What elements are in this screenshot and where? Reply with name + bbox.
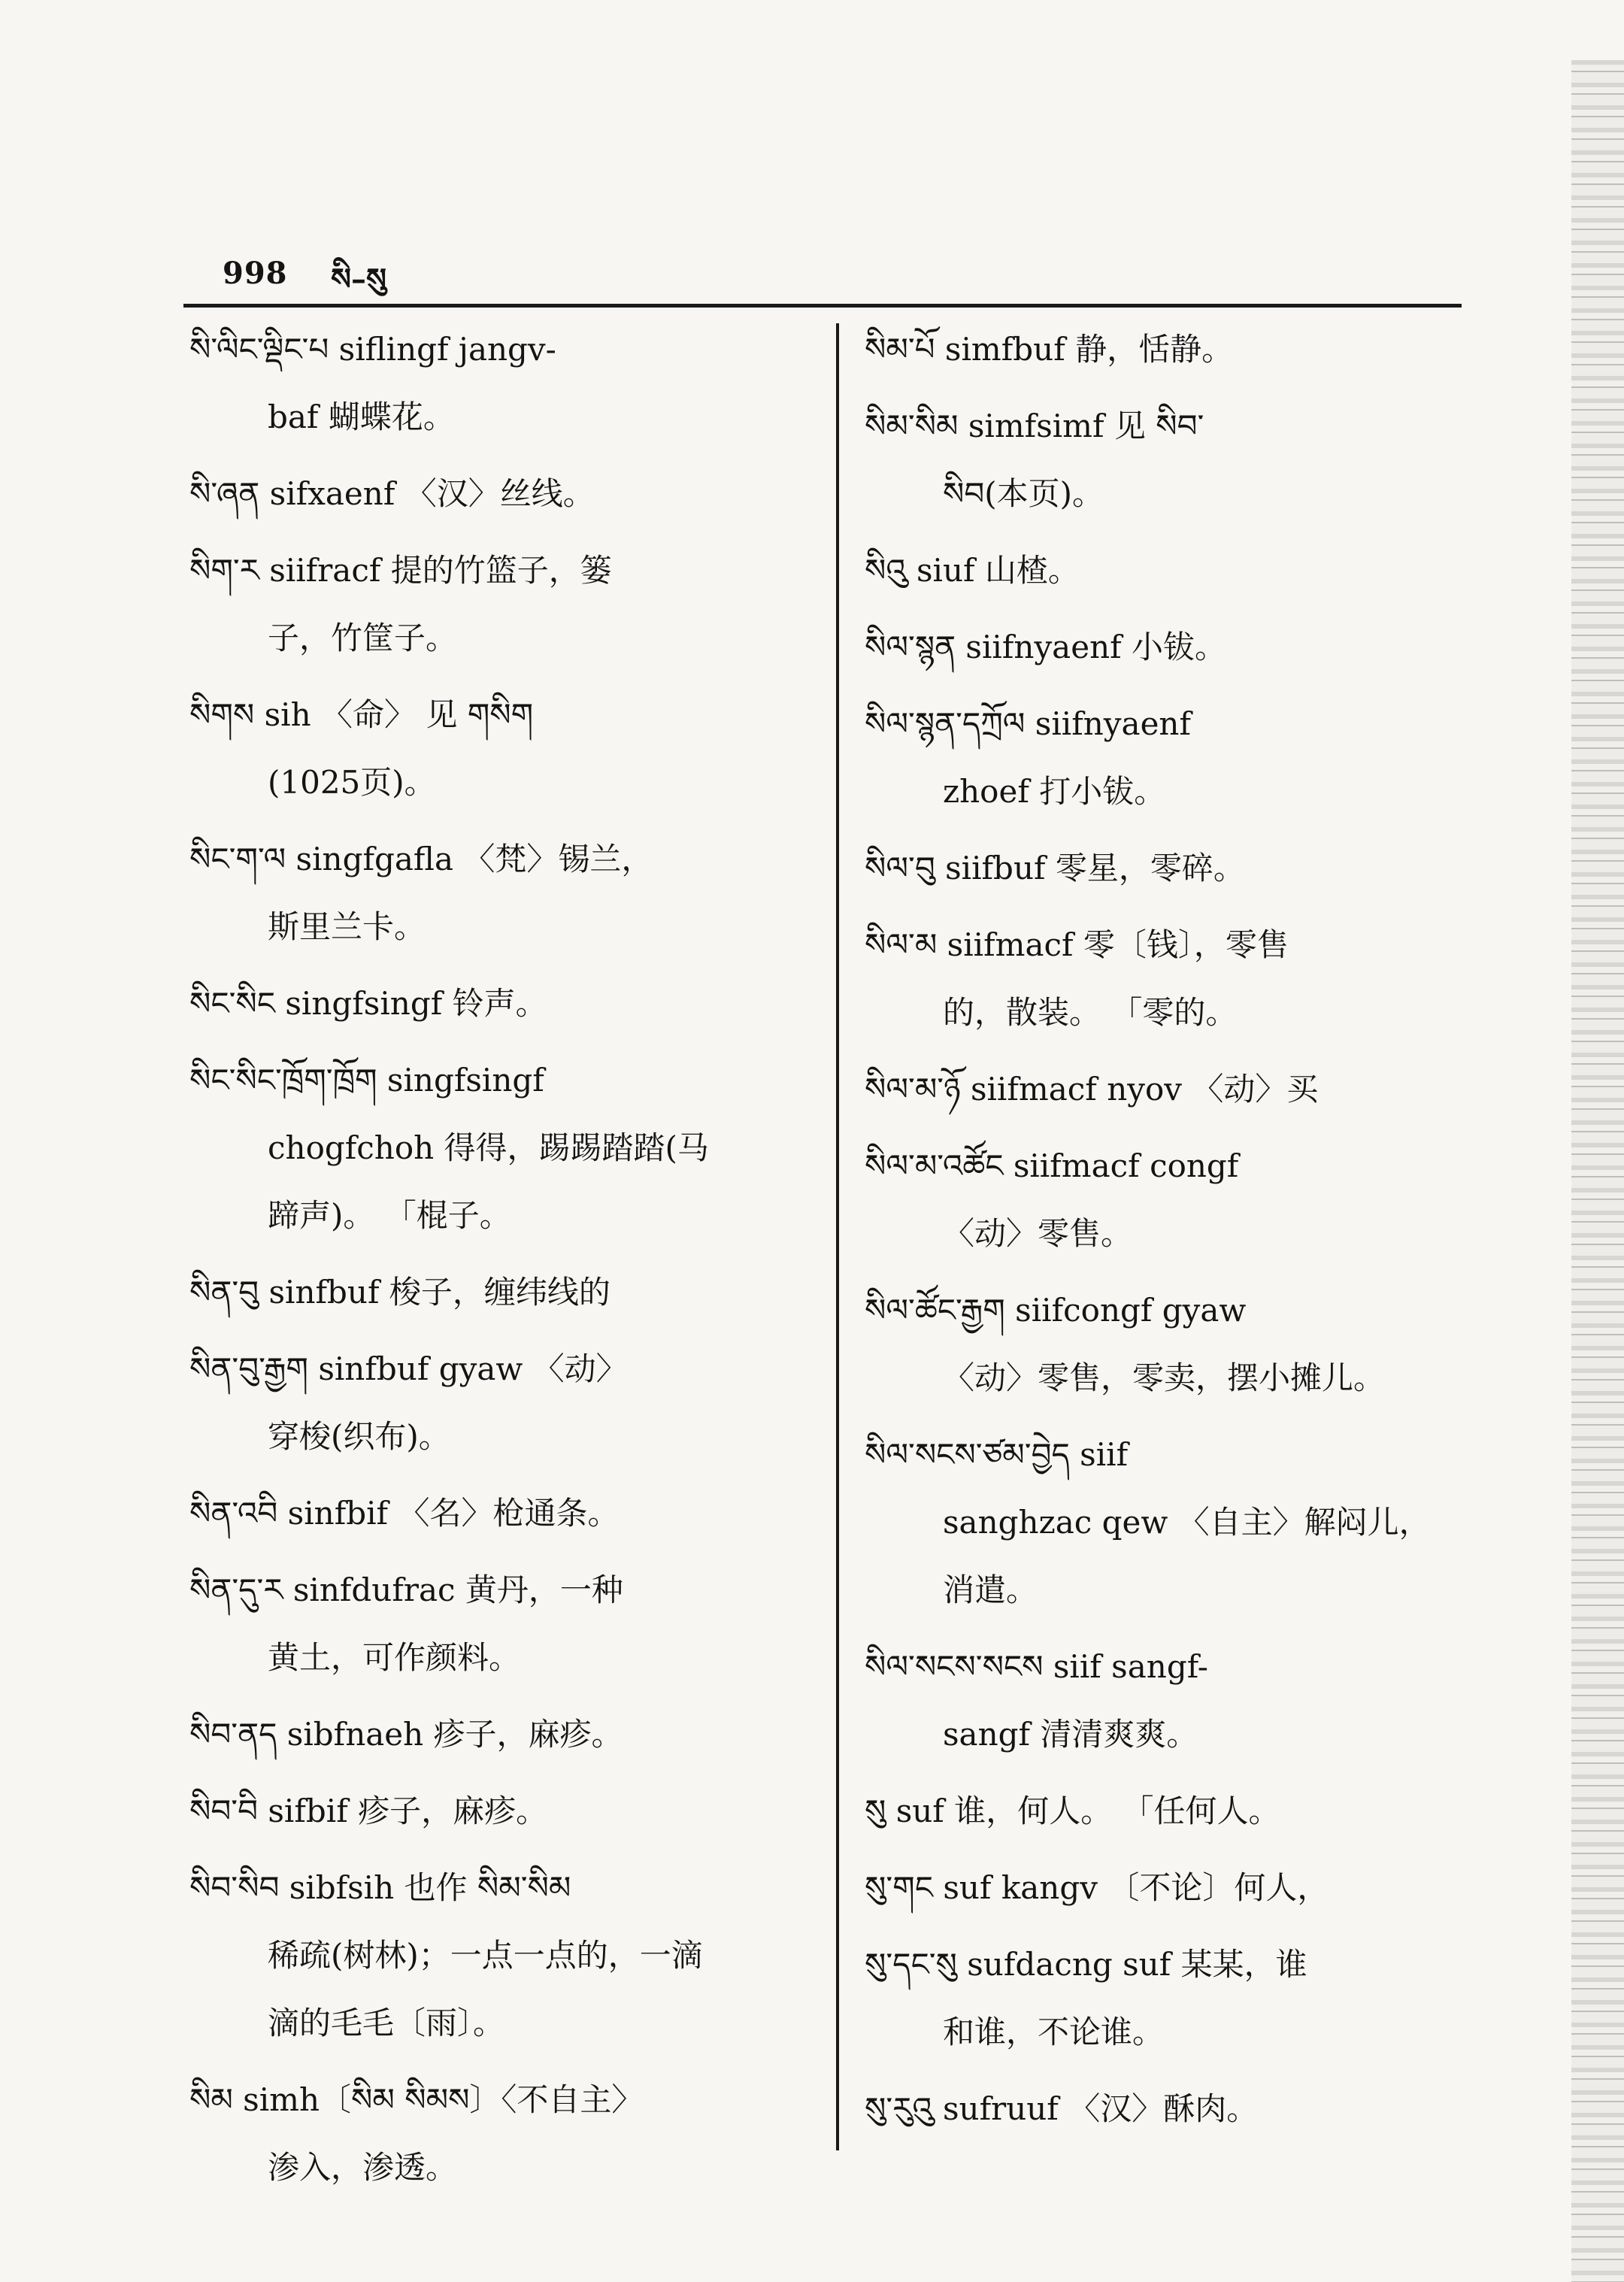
entry-headline: སིལ་མ siifmacf 零〔钱〕，零售 <box>865 926 1289 963</box>
entry-headline: སིང་སིང་ཁྲོག་ཁྲོག singfsingf <box>189 1062 544 1099</box>
entry-headline: སུ་དང་སུ sufdacng suf 某某，谁 <box>865 1946 1307 1983</box>
dictionary-entry <box>189 460 814 528</box>
entry-headline: སིལ་མ་འཚོང siifmacf congf <box>865 1147 1239 1184</box>
entry-headline: སིའུ siuf 山楂。 <box>865 552 1080 589</box>
dictionary-entry <box>189 1335 814 1471</box>
dictionary-entry <box>865 1777 1481 1845</box>
entry-continuation: sangf 清清爽爽。 <box>943 1716 1198 1753</box>
dictionary-entry <box>189 316 814 451</box>
entry-continuation: 〈动〉零售。 <box>943 1215 1133 1252</box>
entry-continuation: 〈动〉零售，零卖，摆小摊儿。 <box>943 1359 1386 1396</box>
dictionary-entry <box>189 1854 814 2057</box>
dictionary-entry <box>865 835 1481 902</box>
page-edge-shadow <box>1571 60 1624 2282</box>
dictionary-entry <box>189 970 814 1038</box>
entry-headline: སིང་ག་ལ singfgafla 〈梵〉锡兰， <box>189 841 653 877</box>
dictionary-entry <box>189 1701 814 1768</box>
dictionary-entry <box>189 681 814 817</box>
entry-headline: སུ suf 谁，何人。 「任何人。 <box>865 1793 1280 1829</box>
right-column <box>865 316 1481 2152</box>
entry-headline: སི་ཞན sifxaenf 〈汉〉丝线。 <box>189 475 595 512</box>
dictionary-entry <box>865 614 1481 681</box>
dictionary-entry <box>189 537 814 672</box>
entry-continuation: 消遣。 <box>943 1571 1038 1608</box>
dictionary-entry <box>865 1854 1481 1922</box>
dictionary-entry <box>865 1633 1481 1768</box>
entry-continuation: sanghzac qew 〈自主〉解闷儿， <box>943 1504 1431 1541</box>
dictionary-entry <box>189 1047 814 1250</box>
dictionary-entry <box>189 1480 814 1547</box>
entry-headline: སིལ་སངས་སངས siif sangf- <box>865 1648 1208 1685</box>
entry-headline: སིལ་ཚོང་རྒྱག siifcongf gyaw <box>865 1292 1247 1329</box>
column-divider <box>836 323 839 2150</box>
dictionary-entry <box>865 1931 1481 2066</box>
entry-continuation: 的，散装。 「零的。 <box>943 994 1238 1031</box>
entry-headline: སུ་རུའུ sufruuf 〈汉〉酥肉。 <box>865 2090 1259 2127</box>
entry-headline: སིན་བུ་རྒྱག sinfbuf gyaw 〈动〉 <box>189 1350 628 1387</box>
entry-continuation: chogfchoh 得得，踢踢踏踏(马 <box>268 1129 709 1166</box>
entry-headline: སི་ལིང་ལྡིང་པ siflingf jangv- <box>189 331 556 368</box>
page-number: 998 <box>223 256 288 291</box>
entry-continuation: 黄土，可作颜料。 <box>268 1639 521 1676</box>
entry-headline: སིག་ར siifracf 提的竹篮子，篓 <box>189 552 612 589</box>
entry-headline: སིལ་སྙན་དཀྲོལ siifnyaenf <box>865 705 1192 742</box>
entry-headline: སིལ་མ་ཉོ siifmacf nyov 〈动〉买 <box>865 1071 1319 1108</box>
dictionary-entry <box>865 1421 1481 1624</box>
entry-continuation: 子，竹筐子。 <box>268 620 458 656</box>
entry-headline: སུ་གང suf kangv 〔不论〕何人， <box>865 1869 1329 1906</box>
left-column <box>189 316 814 2211</box>
entry-headline: སིབ་བི sifbif 疹子，麻疹。 <box>189 1793 548 1829</box>
dictionary-entry <box>865 1056 1481 1123</box>
dictionary-entry <box>865 1277 1481 1412</box>
dictionary-entry <box>865 2075 1481 2143</box>
entry-continuation: 渗入，渗透。 <box>268 2149 458 2186</box>
dictionary-entry <box>865 316 1481 383</box>
dictionary-entry <box>189 1777 814 1845</box>
entry-headline: སིབ་ནད sibfnaeh 疹子，麻疹。 <box>189 1716 623 1753</box>
dictionary-entry <box>865 690 1481 826</box>
dictionary-entry <box>189 2066 814 2202</box>
entry-headline: སིགས sih 〈命〉 见 གསིག <box>189 696 534 733</box>
dictionary-entry <box>189 1556 814 1692</box>
dictionary-entry <box>865 392 1481 528</box>
entry-continuation: (1025页)。 <box>268 764 436 801</box>
dictionary-entry <box>865 537 1481 605</box>
entry-headline: སིབ་སིབ sibfsih 也作 སིམ་སིམ <box>189 1869 571 1906</box>
header-rule <box>183 304 1462 308</box>
entry-headline: སིལ་བུ siifbuf 零星，零碎。 <box>865 850 1245 886</box>
entry-headline: སིམ་པོ simfbuf 静，恬静。 <box>865 331 1234 368</box>
entry-continuation: 稀疏(树林)；一点一点的，一滴 <box>268 1937 703 1974</box>
running-head: སི–སུ <box>331 262 386 297</box>
entry-headline: སིན་འབི sinfbif 〈名〉枪通条。 <box>189 1495 620 1532</box>
entry-continuation: 滴的毛毛〔雨〕。 <box>268 2005 505 2041</box>
entry-headline: སིམ simh〔སིམ སིམས〕〈不自主〉 <box>189 2081 644 2118</box>
entry-headline: སིམ་སིམ simfsimf 见 སིབ་ <box>865 408 1204 444</box>
entry-headline: སིན་བུ sinfbuf 梭子，缠纬线的 <box>189 1274 611 1311</box>
dictionary-entry <box>189 1259 814 1326</box>
entry-headline: སིང་སིང singfsingf 铃声。 <box>189 985 547 1022</box>
dictionary-entry <box>865 1132 1481 1268</box>
entry-continuation: 蹄声)。 「棍子。 <box>268 1197 511 1234</box>
entry-headline: སིན་དུ་ར sinfdufrac 黄丹，一种 <box>189 1571 623 1608</box>
entry-continuation: 穿梭(织布)。 <box>268 1418 450 1455</box>
entry-continuation: 和谁，不论谁。 <box>943 2014 1165 2050</box>
entry-continuation: zhoef 打小钹。 <box>943 773 1166 810</box>
dictionary-entry <box>189 826 814 961</box>
entry-continuation: baf 蝴蝶花。 <box>268 399 455 435</box>
entry-continuation: སིབ(本页)。 <box>943 475 1104 512</box>
entry-headline: སིལ་སངས་ཙམ་བྱེད siif <box>865 1436 1129 1473</box>
entry-headline: སིལ་སྙན siifnyaenf 小钹。 <box>865 629 1227 665</box>
dictionary-entry <box>865 911 1481 1047</box>
entry-continuation: 斯里兰卡。 <box>268 908 426 945</box>
